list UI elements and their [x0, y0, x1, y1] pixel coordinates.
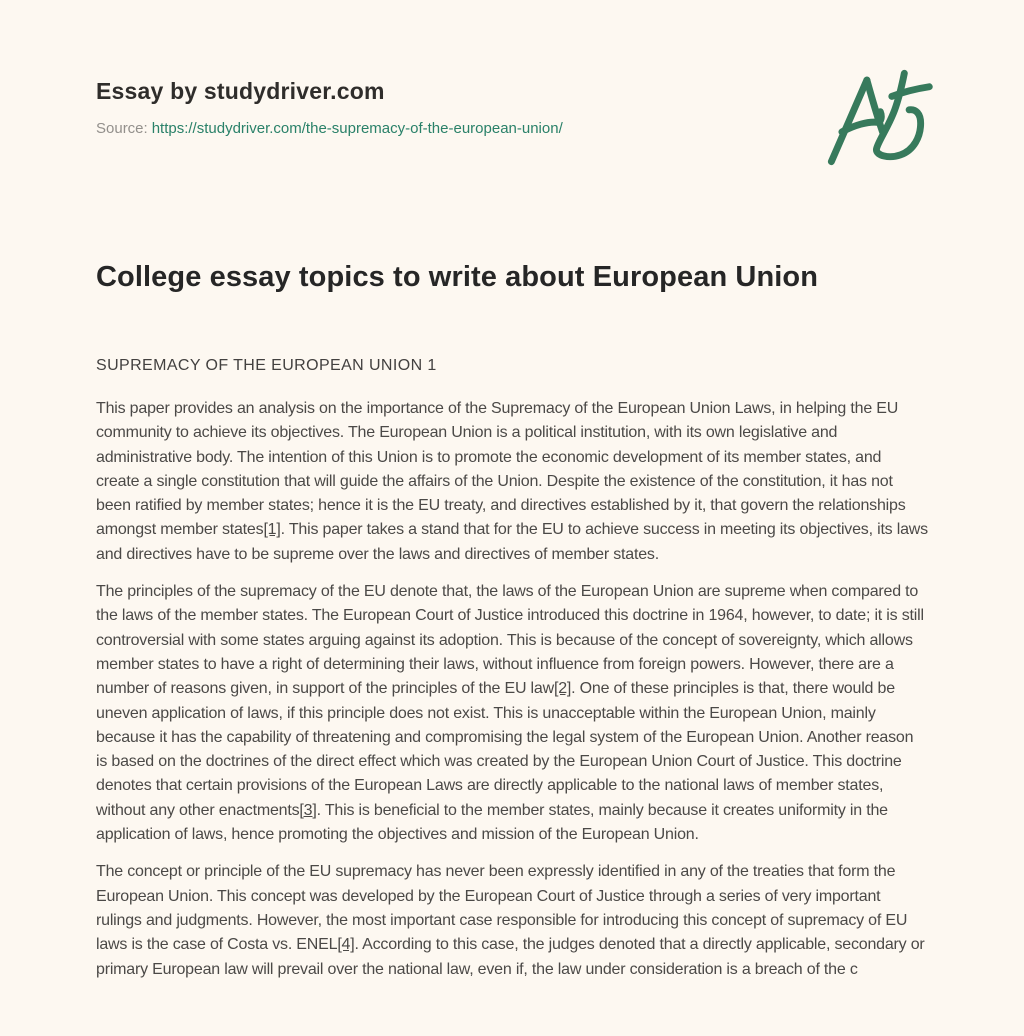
page-header [96, 64, 928, 168]
a-plus-logo-icon [816, 66, 936, 168]
footnote-link[interactable]: [2] [553, 680, 572, 698]
paragraph-3 [96, 860, 928, 981]
paragraph-text: . This is beneficial to the member states, mainly because it creates uniformity in the application of laws, hence promoting the objectives and mission of the European Union. [96, 801, 888, 844]
essay-title: College essay topics to write about European Union [96, 261, 819, 293]
paragraph-2 [96, 580, 928, 847]
running-head: SUPREMACY OF THE EUROPEAN UNION 1 [96, 357, 437, 374]
source-line [96, 120, 563, 137]
paragraph-text: This paper provides an analysis on the importance of the Supremacy of the European Union Laws, in helping the EU community to achieve its objectives. The European Union is a political institution, with its own legislative and administrative body. The intention of this Union is to promote the economic development of its member states, and create a single constitution that will guide the affairs of the Union. Despite the existence of the constitution, it has not been ratified by member states; hence it is the EU treaty, and directives established by it, that govern the relationships amongst member states [96, 400, 906, 539]
paragraph-text: The principles of the supremacy of the EU denote that, the laws of the European Union are supreme when compared to the laws of the member states. The European Court of Justice introduced this doctrine in 1964, however, to date; it is still controversial with some states arguing against its adoption. This is because of the concept of sovereignty, which allows member states to have a right of determining their laws, without influence from foreign powers. However, there are a number of reasons given, in support of the principles of the EU law [96, 583, 924, 698]
paragraph-text: The concept or principle of the EU supremacy has never been expressly identified in any of the treaties that form the European Union. This concept was developed by the European Court of Justice through a series of very important rulings and judgments. However, the most important case responsible for introducing this concept of supremacy of EU laws is the case of Costa vs. ENEL [96, 863, 908, 954]
essay-body [96, 260, 928, 982]
paragraph-1 [96, 397, 928, 567]
header-text-block [96, 64, 563, 137]
site-title: Essay by studydriver.com [96, 78, 385, 104]
footnote-link[interactable]: [1] [263, 521, 281, 539]
source-label: Source: [96, 120, 148, 137]
footnote-link[interactable]: [3] [299, 801, 317, 819]
footnote-link[interactable]: [4] [337, 936, 355, 954]
paragraph-text: . According to this case, the judges denoted that a directly applicable, secondary or primary European law will prevail over the national law, even if, the law under consideration is a breach of the c [96, 936, 925, 978]
paragraph-text: . This paper takes a stand that for the EU to achieve success in meeting its objectives, its laws and directives have to be supreme over the laws and directives of member states. [96, 521, 928, 563]
source-link[interactable]: https://studydriver.com/the-supremacy-of-the-european-union/ [151, 120, 563, 137]
essay-text [96, 397, 928, 982]
paragraph-text: . One of these principles is that, there would be uneven application of laws, if this principle does not exist. This is unacceptable within the European Union, mainly because it has the capability of threatening and compromising the legal system of the European Union. Another reason is based on the doctrines of the direct effect which was created by the European Union Court of Justice. This doctrine denotes that certain provisions of the European Laws are directly applicable to the national laws of member states, without any other enactments [96, 680, 914, 819]
